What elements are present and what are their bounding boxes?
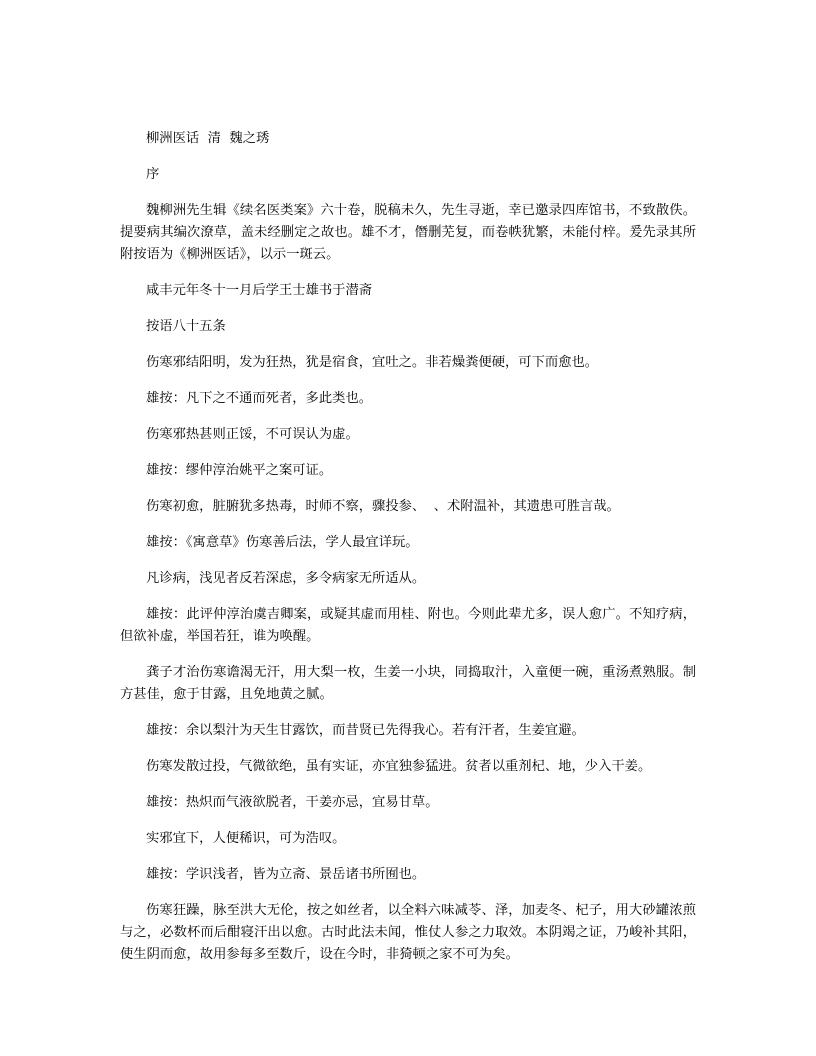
entry-paragraph: 伤寒发散过投，气微欲绝，虽有实证，亦宜独参猛进。贫者以重剂杞、地，少入干姜。 [146, 759, 652, 774]
entry-paragraph: 伤寒邪结阳明，发为狂热，犹是宿食，宜吐之。非若燥粪便硬，可下而愈也。 [146, 355, 599, 370]
commentary-paragraph: 雄按：缪仲淳治姚平之案可证。 [146, 463, 333, 478]
entry-paragraph: 实邪宜下，人便稀识，可为浩叹。 [146, 831, 346, 846]
entry-paragraph: 伤寒邪热甚则正馁，不可误认为虚。 [146, 427, 359, 442]
preface-signature: 咸丰元年冬十一月后学王士雄书于潜斋 [146, 283, 373, 298]
commentary-paragraph: 雄按：《寓意草》伤寒善后法，学人最宜详玩。 [146, 535, 419, 550]
commentary-paragraph: 雄按：热炽而气液欲脱者，干姜亦忌，宜易甘草。 [146, 795, 439, 810]
entry-paragraph: 凡诊病，浅见者反若深虑，多令病家无所适从。 [146, 571, 426, 586]
document-page [120, 128, 696, 980]
entry-paragraph: 伤寒初愈，脏腑犹多热毒，时师不察，骤投参、 、术附温补，其遗患可胜言哉。 [146, 499, 620, 514]
commentary-paragraph: 雄按：凡下之不通而死者，多此类也。 [146, 391, 373, 406]
document-title: 柳洲医话 清 魏之琇 [146, 131, 270, 146]
commentary-paragraph: 雄按：余以梨汁为天生甘露饮，而昔贤已先得我心。若有汗者，生姜宜避。 [146, 723, 585, 738]
commentary-paragraph: 雄按：此评仲淳治虞吉卿案，或疑其虚而用桂、附也。今则此辈尤多，误人愈广。不知疗病，但欲补虚，举国若狂，谁为唤醒。 [120, 607, 696, 644]
preface-heading: 序 [146, 167, 160, 182]
preface-text: 魏柳洲先生辑《续名医类案》六十卷，脱稿未久，先生寻逝，幸已邀录四库馆书，不致散佚。提要病其编次潦草，盖未经删定之故也。雄不才，僭删芜复，而卷帙犹繁，未能付梓。爰先录其所附按语为《柳洲医话》，以示一斑云。 [120, 203, 696, 262]
entry-paragraph: 伤寒狂躁，脉至洪大无伦，按之如丝者，以全料六味减苓、泽，加麦冬、杞子，用大砂罐浓煎与之，必数杯而后酣寝汗出以愈。古时此法未闻，惟仗人参之力取效。本阴竭之证，乃峻补其阳，使生阴而愈，故用参每多至数斤，设在今时，非猗顿之家不可为矣。 [120, 903, 696, 962]
section-heading: 按语八十五条 [146, 319, 226, 334]
entry-paragraph: 龚子才治伤寒谵渴无汗，用大梨一枚，生姜一小块，同捣取汁，入童便一碗，重汤煮熟服。制方甚佳，愈于甘露，且免地黄之腻。 [120, 665, 696, 702]
commentary-paragraph: 雄按：学识浅者，皆为立斋、景岳诸书所囿也。 [146, 867, 426, 882]
